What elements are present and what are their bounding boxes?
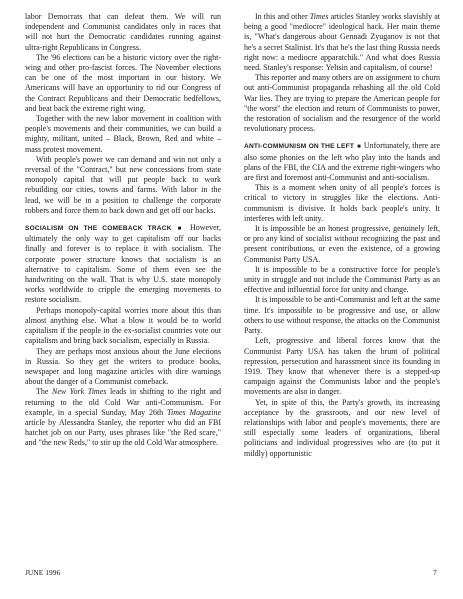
paragraph: It is impossible to be anti-Communist and left at the same time. It's impossible to be progressive and use, or allow others to use without response, the attacks on the Communist Party.	[244, 295, 440, 336]
publication-name: Times	[309, 12, 329, 21]
square-bullet-icon: ■	[357, 144, 361, 151]
paragraph: Perhaps monopoly-capital worries more about this than almost anything else. What a blow it would be to world capitalism if the people in the ex-socialist countries vote out capitalism and bring back socialism, especially in Russia.	[25, 305, 221, 346]
paragraph: This is a moment when unity of all people's forces is critical to victory in struggles like the elections. Anti-communism is divisive. It holds back people's unity. It interferes with left unity.	[244, 183, 440, 223]
section-paragraph	[25, 223, 221, 306]
text-run: article by Alessandra Stanley, the reporter who did an FBI hatchet job on our Party, uses phrases like "the Red scare," and "the new Reds," to stir up the old Cold War atmosphere.	[25, 417, 221, 448]
paragraph: Left, progressive and liberal forces know that the Communist Party USA has taken the brunt of political repression, persecution and harassment since its founding in 1919. They know that whenever there is a stepped-up campaign against the Communists labor and the people's movements are also in danger.	[244, 336, 440, 397]
publication-name: New York Times	[52, 387, 107, 397]
section-heading: SOCIALISM ON THE COMEBACK TRACK	[25, 225, 172, 233]
square-bullet-icon: ■	[177, 226, 185, 233]
text-run: leads in shifting to the right and returning to the old Cold War anti-Communism. For example, in a special Sunday, May 26th	[25, 387, 222, 417]
paragraph: They are perhaps most anxious about the June elections in Russia. So they get the writers to produce books, newspaper and long magazine articles with dire warnings about the danger of a Communist comeback.	[25, 346, 221, 387]
paragraph: labor Democrats that can defeat them. We will run independent and Communist candidates only in races that will not hurt the Democratic candidates running against ultra-right Republicans in Congress.	[25, 12, 221, 52]
paragraph: The '96 elections can be a historic victory over the right-wing and other pro-fascist forces. The November elections can be one of the most important in our history. We Americans will have an opportunity to rid our Congress of the Contract Republicans and their Democratic bedfellows, and beat back the extreme right wing.	[25, 52, 221, 113]
paragraph-text: Unfortunately, there are also some phonies on the left who play into the hands and plans of the FBI, the CIA and the extreme right-wingers who are first and foremost anti-Communist and anti-socialism.	[244, 141, 441, 183]
paragraph: Yet, in spite of this, the Party's growth, its increasing acceptance by the grassroots, and our new level of relationships with labor and people's movements, there are still especially some leaders of organizations, liberal politicians and individual progressives who are (to put it mildly) opportunistic	[244, 397, 440, 458]
text-run: In this and other	[255, 12, 310, 21]
paragraph-text: However, ultimately the only way to get capitalism off our backs finally and forever is to replace it with socialism. The corporate power structure knows that socialism is an alternative to capitalism. Some of them even see the handwriting on the wall. That is why U.S. state monopoly works worldwide to cripple the emerging movements to restore socialism.	[25, 223, 221, 305]
paragraph	[25, 387, 221, 448]
page-number: 7	[433, 568, 437, 577]
paragraph	[244, 12, 440, 73]
left-column	[25, 12, 221, 449]
right-column	[244, 12, 440, 459]
paragraph: Together with the new labor movement in coalition with people's movements and their communities, we can build a mighty, militant, united – Black, Brown, Red and white – mass protest movement.	[25, 114, 221, 154]
text-run: The	[36, 387, 52, 397]
section-paragraph	[244, 141, 440, 183]
footer-date: JUNE 1996	[25, 568, 61, 577]
paragraph: With people's power we can demand and win not only a reversal of the "Contract," but new concessions from state monopoly capital that will put people back to work rebuilding our cities, towns and farms. With labor in the lead, we will be in a position to challenge the corporate robbers and force them to back down and get off our backs.	[25, 154, 221, 215]
paragraph: It is impossible to be a constructive force for people's unity in struggle and not include the Communist Party as an effective and influential force for unity and change.	[244, 264, 440, 295]
paragraph: This reporter and many others are on assignment to churn out anti-Communist propaganda rehashing all the old Cold War lies. They are trying to prepare the American people for "the worst" the election and return of Communists to power, the restoration of socialism and the resurgence of the world revolutionary process.	[244, 73, 440, 134]
publication-name: Times Magazine	[166, 407, 221, 417]
section-heading: ANTI-COMMUNISM ON THE LEFT	[244, 143, 355, 151]
text-run: articles Stanley works slavishly at being a good "mediocre" ideological hack. Her main theme is, "What's dangerous about Gennadi Zyuganov is not that he's a secret Stalinist. It's that he's the last thing Russia needs right now: a mediocre apparatchik." And what does Russia need. Stanley's response: Yeltsin and capitalism, of course!	[244, 12, 440, 73]
paragraph: It is impossible be an honest progressive, genuinely left, or pro any kind of socialist without recognizing the past and present contributions, or even the existence, of a growing Communist Party USA.	[244, 224, 440, 264]
